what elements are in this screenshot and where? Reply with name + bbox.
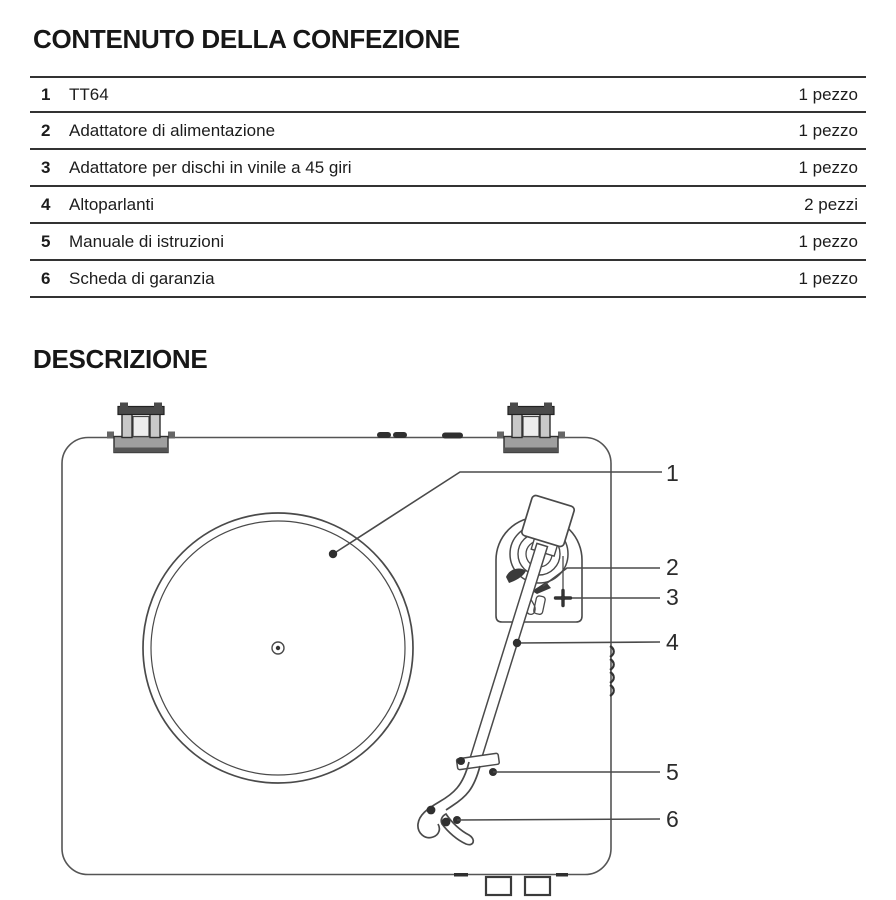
callout-label-1: 1	[666, 460, 679, 486]
item-name: Manuale di istruzioni	[69, 231, 224, 251]
item-quantity: 1 pezzo	[798, 268, 858, 288]
item-name: Altoparlanti	[69, 194, 155, 214]
item-quantity: 1 pezzo	[798, 84, 858, 104]
row-number: 3	[41, 157, 51, 177]
callout-label-2: 2	[666, 554, 679, 580]
row-number: 6	[41, 268, 51, 288]
callout-label-5: 5	[666, 759, 679, 785]
item-name: Scheda di garanzia	[69, 268, 215, 288]
callout-label-4: 4	[666, 629, 679, 655]
spindle	[272, 642, 284, 654]
item-name: Adattatore per dischi in vinile a 45 giri	[69, 157, 352, 177]
callout-line-6	[457, 819, 660, 820]
section-title-package-contents: CONTENUTO DELLA CONFEZIONE	[33, 24, 460, 54]
item-quantity: 2 pezzi	[804, 194, 858, 214]
row-number: 1	[41, 84, 51, 104]
rca-jacks	[486, 877, 550, 895]
item-quantity: 1 pezzo	[798, 231, 858, 251]
row-number: 5	[41, 231, 51, 251]
hinge-left	[107, 403, 175, 453]
item-quantity: 1 pezzo	[798, 157, 858, 177]
platter	[143, 513, 413, 783]
item-quantity: 1 pezzo	[798, 120, 858, 140]
row-number: 4	[41, 194, 51, 214]
row-number: 2	[41, 120, 51, 140]
callout-label-6: 6	[666, 806, 679, 832]
hinge-right	[497, 403, 565, 453]
section-title-description: DESCRIZIONE	[33, 344, 208, 374]
item-name: Adattatore di alimentazione	[69, 120, 276, 140]
callout-label-3: 3	[666, 584, 679, 610]
item-name: TT64	[69, 84, 109, 104]
